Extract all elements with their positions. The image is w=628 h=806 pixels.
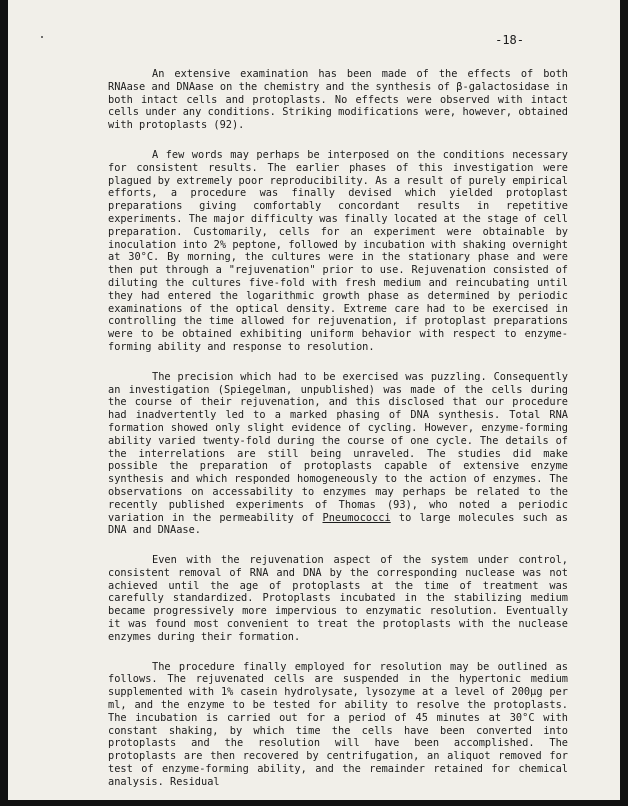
paper-speck xyxy=(41,36,43,38)
body-text xyxy=(108,68,568,806)
paragraph-precision-text: The precision which had to be exercised was puzzling. Consequently an investigation (Spiegelman, unpublished) was made of the cells during the course of their rejuvenation, and this disclosed that our procedure had inadvertently led to a marked phasing of DNA synthesis. Total RNA formation showed only slight evidence of cycling. However, enzyme-forming ability varied twenty-fold during the course of one cycle. The details of the interrelations are still being unraveled. The studies did make possible the preparation of protoplasts capable of extensive enzyme synthesis and which responded homogeneously to the action of enzymes. The observations on accessability to enzymes may perhaps be related to the recently published experiments of Thomas (93), who noted a periodic variation in the permeability of xyxy=(108,370,568,524)
document-page xyxy=(8,0,620,800)
paragraph-rejuvenation: Even with the rejuvenation aspect of the system under control, consistent removal of RNA and DNA by the corresponding nuclease was not achieved until the age of protoplasts at the time of treatment was carefully standardized. Protoplasts incubated in the stabilizing medium became progressively more impervious to enzymatic resolution. Eventually it was found most convenient to treat the protoplasts with the nuclease enzymes during their formation. xyxy=(108,554,568,643)
paragraph-precision-end: to large molecules such as DNA and DNAase. xyxy=(108,511,568,537)
paragraph-procedure: The procedure finally employed for resolution may be outlined as follows. The rejuvenated cells are suspended in the hypertonic medium supplemented with 1% casein hydrolysate, lysozyme at a level of 200μg per ml, and the enzyme to be tested for ability to resolve the protoplasts. The incubation is carried out for a period of 45 minutes at 30°C with constant shaking, by which time the cells have been converted into protoplasts and the resolution will have been accomplished. The protoplasts are then recovered by centrifugation, an aliquot removed for test of enzyme-forming ability, and the remainder retained for chemical analysis. Residual xyxy=(108,660,568,788)
paragraph-conditions: A few words may perhaps be interposed on the conditions necessary for consistent results. The earlier phases of this investigation were plagued by extremely poor reproducibility. As a result of purely empirical efforts, a procedure was finally devised which yielded protoplast preparations giving comfortably concordant results in repetitive experiments. The major difficulty was finally located at the stage of cell preparation. Customarily, cells for an experiment were obtainable by inoculation into 2% peptone, followed by incubation with shaking overnight at 30°C. By morning, the cultures were in the stationary phase and were then put through a "rejuvenation" prior to use. Rejuvenation consisted of diluting the cultures five-fold with fresh medium and reincubating until they had entered the logarithmic growth phase as determined by periodic examinations of the optical density. Extreme care had to be exercised in controlling the time allowed for rejuvenation, if protoplast preparations were to be obtained exhibiting uniform behavior with respect to enzyme-forming ability and response to resolution. xyxy=(108,148,568,353)
paragraph-precision xyxy=(108,371,568,537)
page-number: -18- xyxy=(495,33,524,47)
underlined-term: Pneumococci xyxy=(322,511,391,524)
paragraph-nuclease-effects: An extensive examination has been made of the effects of both RNAase and DNAase on the chemistry and the synthesis of β-galactosidase in both intact cells and protoplasts. No effects were observed with intact cells under any conditions. Striking modifications were, however, obtained with protoplasts (92). xyxy=(108,68,568,132)
